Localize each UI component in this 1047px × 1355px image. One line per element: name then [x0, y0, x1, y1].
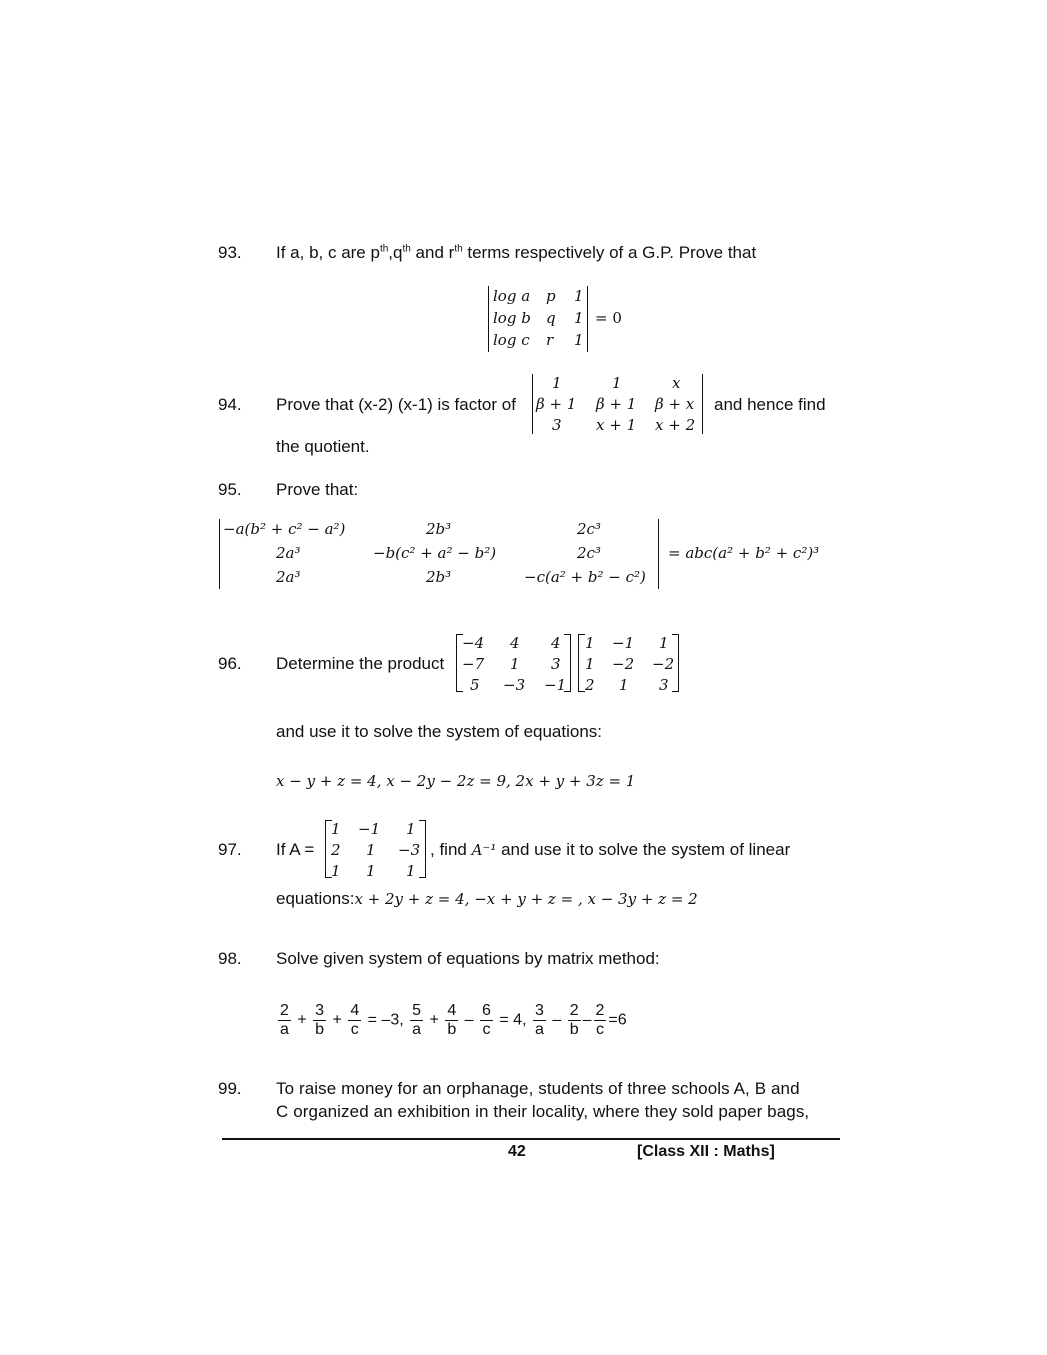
q95-number: 95.: [218, 480, 242, 499]
q93-number: 93.: [218, 243, 242, 262]
q94-number: 94.: [218, 395, 242, 414]
q98-equations: $\frac{2}{a}$ + $\frac{3}{b}$ + $\frac{4}{c}$ = –3, $\frac{5}{a}$ + $\frac{4}{b}$ – $\frac{6}{c}$ = 4, $\frac{3}{a}$ – $\frac{2}{b}$ – $\frac{2}{c}$ =6: [280, 1002, 627, 1038]
q93-statement: If a, b, c are $p^{th},q^{th}$ and $r^{th}$ terms respectively of a G.P. Prove that: [276, 243, 757, 262]
q96-number: 96.: [218, 654, 242, 673]
q94-statement: Prove that (x-2) (x-1) is factor of: [276, 395, 516, 414]
q96-equations: x − y + z = 4, x − 2y − 2z = 9, 2x + y + 3z = 1: [276, 772, 636, 790]
q96-statement: Determine the product: [276, 654, 445, 673]
q98-statement: Solve given system of equations by matrix method:: [276, 949, 660, 968]
footer-rule: [222, 1138, 840, 1140]
q96-statement-line2: and use it to solve the system of equations:: [276, 722, 603, 741]
q95-statement: Prove that:: [276, 480, 359, 499]
q99-statement-line1: To raise money for an orphanage, students of three schools A, B and: [276, 1079, 800, 1098]
footer-title: [Class XII : Maths]: [637, 1143, 775, 1160]
q94-statement-line2: the quotient.: [276, 437, 370, 456]
q98-number: 98.: [218, 949, 242, 968]
q99-statement-line2: C organized an exhibition in their locality, where they sold paper bags,: [276, 1102, 810, 1121]
q97-if-label: If A =: [276, 840, 315, 859]
q97-number: 97.: [218, 840, 242, 859]
page-number: 42: [508, 1143, 526, 1160]
q97-statement-line2: equations:x + 2y + z = 4, −x + y + z = , x − 3y + z = 2: [276, 889, 698, 908]
q94-statement-continued: and hence find: [714, 395, 826, 414]
q97-statement: , find A⁻¹ and use it to solve the system of linear: [430, 840, 791, 859]
q99-number: 99.: [218, 1079, 242, 1098]
